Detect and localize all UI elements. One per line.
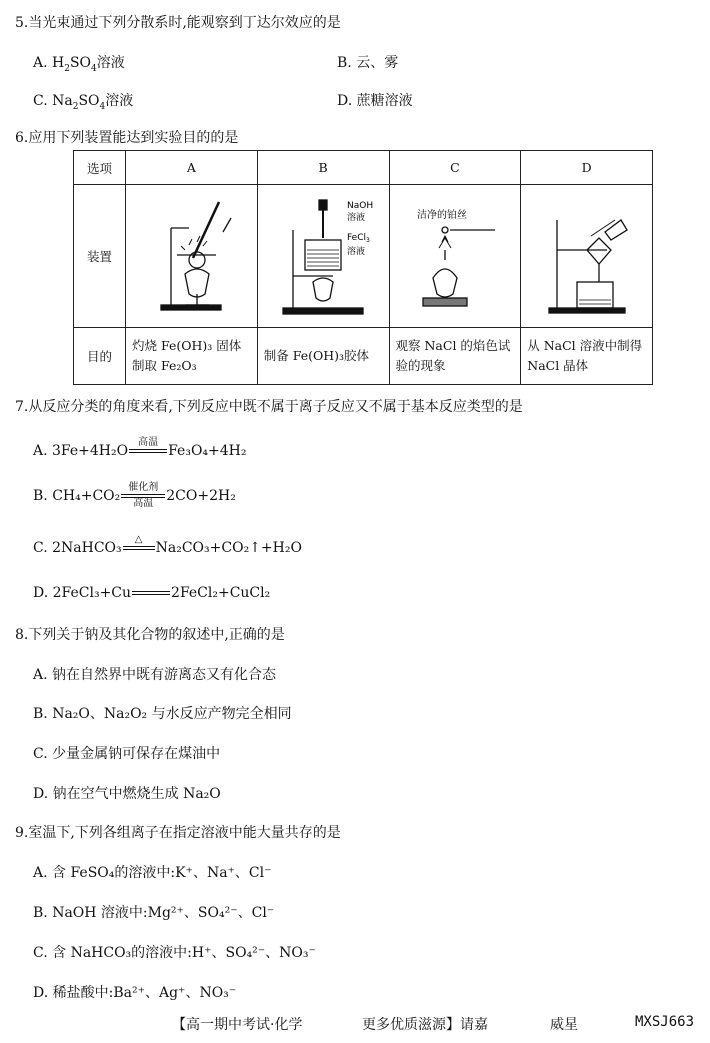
apparatus-b-drawing	[263, 190, 383, 320]
q7-option-a: A. 3Fe+4H₂O 高温 Fe₃O₄+4H₂	[33, 437, 247, 465]
q7-option-d: D. 2FeCl₃+Cu 2FeCl₂+CuCl₂	[33, 579, 270, 607]
q9-option-a: A. 含 FeSO₄的溶液中:K⁺、Na⁺、Cl⁻	[33, 865, 272, 881]
header-c: C	[389, 151, 521, 185]
q8-stem: 8.下列关于钠及其化合物的叙述中,正确的是	[15, 627, 285, 643]
table-purpose-row	[74, 328, 653, 385]
footer-name: 威星	[550, 1017, 578, 1033]
apparatus-table	[73, 150, 653, 385]
q9-stem: 9.室温下,下列各组离子在指定溶液中能大量共存的是	[15, 825, 341, 841]
row-label-purpose: 目的	[74, 328, 126, 385]
q9-option-c: C. 含 NaHCO₃的溶液中:H⁺、SO₄²⁻、NO₃⁻	[33, 945, 316, 961]
q7-b-condition: 催化剂 高温	[121, 482, 165, 510]
q5-option-c: C. $Na_2SO_4$溶液	[33, 93, 134, 112]
footer-code: MXSJ663	[635, 1014, 695, 1030]
b-label-naoh: NaOH	[347, 200, 374, 211]
q7-a-condition: 高温	[129, 437, 167, 465]
q7-option-b: B. CH₄+CO₂ 催化剂 高温 2CO+2H₂	[33, 482, 236, 509]
q5-option-d: D. 蔗糖溶液	[337, 93, 413, 109]
q5-option-a: A. $H_2SO_4$溶液	[33, 55, 125, 74]
q6-stem: 6.应用下列装置能达到实验目的的是	[15, 130, 239, 146]
apparatus-c-cell	[389, 185, 521, 328]
q8-option-d: D. 钠在空气中燃烧生成 Na₂O	[33, 786, 221, 802]
table-device-row	[74, 185, 653, 328]
b-label-sol1: 溶液	[347, 212, 366, 223]
b-label-fecl: FeCl$_3$	[347, 232, 370, 244]
footer-watermark: 更多优质滋源】请嘉	[362, 1017, 488, 1033]
purpose-a: 灼烧 Fe(OH)₃ 固体制取 Fe₂O₃	[126, 328, 258, 385]
header-option: 选项	[74, 151, 126, 185]
table-header-row	[74, 151, 653, 185]
q7-stem: 7.从反应分类的角度来看,下列反应中既不属于离子反应又不属于基本反应类型的是	[15, 399, 523, 415]
apparatus-d-drawing	[527, 190, 647, 320]
row-label-device: 装置	[74, 185, 126, 328]
apparatus-a-drawing	[131, 190, 251, 320]
q5-option-b: B. 云、雾	[337, 55, 399, 71]
purpose-b: 制备 Fe(OH)₃胶体	[257, 328, 389, 385]
apparatus-a-cell	[126, 185, 258, 328]
q7-d-equals	[132, 579, 170, 607]
purpose-c: 观察 NaCl 的焰色试验的现象	[389, 328, 521, 385]
q8-option-b: B. Na₂O、Na₂O₂ 与水反应产物完全相同	[33, 706, 292, 722]
c-label-wire: 洁净的铂丝	[416, 209, 467, 221]
q8-option-a: A. 钠在自然界中既有游离态又有化合态	[33, 667, 277, 683]
q7-c-condition: △	[123, 534, 155, 562]
purpose-d: 从 NaCl 溶液中制得 NaCl 晶体	[521, 328, 653, 385]
header-d: D	[521, 151, 653, 185]
q5-stem: 5.当光束通过下列分散系时,能观察到丁达尔效应的是	[15, 15, 341, 31]
apparatus-c-drawing	[395, 190, 515, 320]
q8-option-c: C. 少量金属钠可保存在煤油中	[33, 746, 221, 762]
apparatus-b-cell	[257, 185, 389, 328]
apparatus-d-cell	[521, 185, 653, 328]
q7-option-c: C. 2NaHCO₃ △ Na₂CO₃+CO₂↑+H₂O	[33, 534, 302, 562]
footer-exam-title: 【高一期中考试·化学	[172, 1017, 303, 1033]
b-label-sol2: 溶液	[347, 246, 366, 257]
q9-option-d: D. 稀盐酸中:Ba²⁺、Ag⁺、NO₃⁻	[33, 985, 237, 1001]
header-b: B	[257, 151, 389, 185]
q9-option-b: B. NaOH 溶液中:Mg²⁺、SO₄²⁻、Cl⁻	[33, 905, 275, 921]
header-a: A	[126, 151, 258, 185]
